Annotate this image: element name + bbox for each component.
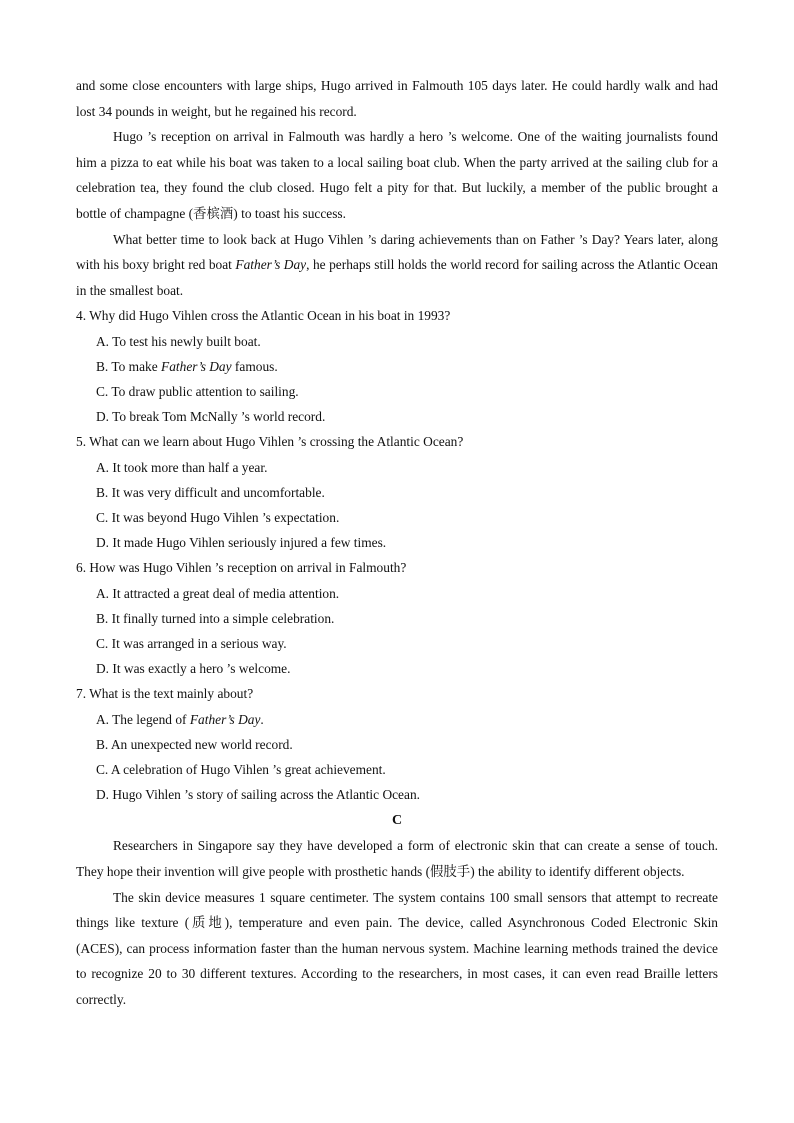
option-d[interactable] [96,404,718,429]
option-text: It was very difficult and uncomfortable. [111,484,325,500]
option-text: To break Tom McNally ’s world record. [112,409,326,425]
passage-b-paragraph-3 [76,227,718,304]
option-text-italic: Father’s Day [161,358,232,374]
option-text: It finally turned into a simple celebration. [111,610,335,626]
question-5 [76,429,718,555]
option-letter: A. [96,333,113,349]
option-text: It attracted a great deal of media attention. [112,585,340,601]
option-letter: A. [96,711,113,727]
option-d[interactable] [96,530,718,555]
option-letter: D. [96,535,113,551]
option-letter: C. [96,762,111,777]
question-stem: 6. How was Hugo Vihlen ’s reception on arrival in Falmouth? [76,560,407,576]
option-text-pre: The legend of [112,711,190,727]
option-text: It was exactly a hero ’s welcome. [112,661,291,677]
passage-c-paragraph-1: Researchers in Singapore say they have developed a form of electronic skin that can create a sense of touch. They hope their invention will give people with prosthetic hands (假肢手) the ability to identify different objects. [76,838,718,879]
option-c[interactable] [96,757,718,782]
question-stem: 4. Why did Hugo Vihlen cross the Atlantic Ocean in his boat in 1993? [76,308,451,324]
option-b[interactable] [96,480,718,505]
question-stem: 7. What is the text mainly about? [76,686,254,702]
section-heading-c: C [391,813,403,829]
option-letter: D. [96,409,113,425]
option-letter: B. [96,736,111,752]
option-a[interactable] [96,455,718,480]
option-c[interactable] [96,631,718,656]
option-c[interactable] [96,505,718,530]
passage-b-paragraph-2: Hugo ’s reception on arrival in Falmouth was hardly a hero ’s welcome. One of the waiting journalists found him a pizza to eat while his boat was taken to a local sailing boat club. When the party arrived at the sailing club for a celebration tea, they found the club closed. Hugo felt a pity for that. But luckily, a member of the public brought a bottle of champagne (香槟酒) to toast his success. [76,129,718,221]
option-letter: D. [96,661,113,677]
passage-b-paragraph-3-text-b: , he perhaps still holds the world record for sailing across the Atlantic Ocean in the smallest boat. [76,257,718,298]
passage-b-paragraph-1: and some close encounters with large ships, Hugo arrived in Falmouth 105 days later. He could hardly walk and had lost 34 pounds in weight, but he regained his record. [76,78,718,119]
option-d[interactable] [96,656,718,681]
option-letter: A. [96,585,113,601]
option-a[interactable] [96,581,718,606]
option-text: It made Hugo Vihlen seriously injured a few times. [112,535,387,551]
option-text: A celebration of Hugo Vihlen ’s great achievement. [110,762,386,777]
option-text: It was arranged in a serious way. [111,635,287,651]
option-letter: B. [96,484,112,500]
passage-c-paragraph-2: The skin device measures 1 square centimeter. The system contains 100 small sensors that attempt to recreate things like texture (质地), temperature and even pain. The device, called Asynchronous Coded Electronic Skin (ACES), can process information faster than the human nervous system. Machine learning methods trained the device to recognize 20 to 30 different textures. According to the researchers, in most cases, it can even read Braille letters correctly. [76,889,718,1007]
passage-b-paragraph-3-text-a: What better time to look back at Hugo Vihlen ’s daring achievements than on Father ’s Day? Years later, along with his boxy bright red boat [76,231,718,273]
option-text: To test his newly built boat. [112,333,261,349]
option-d[interactable] [96,782,718,807]
option-letter: B. [96,610,112,626]
option-c[interactable] [96,379,718,404]
option-b[interactable] [96,354,718,379]
option-text-pre: To make [111,358,162,374]
option-text-post: famous. [231,358,278,374]
option-b[interactable] [96,606,718,631]
option-b[interactable] [96,732,718,757]
option-text-post: . [260,711,264,727]
option-letter: C. [96,383,112,399]
option-letter: B. [96,358,112,374]
question-stem: 5. What can we learn about Hugo Vihlen ’s crossing the Atlantic Ocean? [76,434,464,450]
option-letter: D. [96,787,113,803]
option-text: To draw public attention to sailing. [111,383,299,399]
option-text: It took more than half a year. [112,459,268,475]
option-text-italic: Father’s Day [189,711,261,727]
option-letter: C. [96,509,112,525]
page-content [76,73,718,1013]
boat-name: Father’s Day [235,257,307,273]
question-6 [76,555,718,681]
option-letter: C. [96,635,112,651]
option-text: Hugo Vihlen ’s story of sailing across the Atlantic Ocean. [112,787,420,803]
question-4 [76,303,718,429]
option-a[interactable] [96,329,718,354]
option-text: It was beyond Hugo Vihlen ’s expectation. [111,509,340,525]
question-7 [76,681,718,807]
option-text: An unexpected new world record. [110,736,293,752]
option-a[interactable] [96,707,718,732]
option-letter: A. [96,459,113,475]
